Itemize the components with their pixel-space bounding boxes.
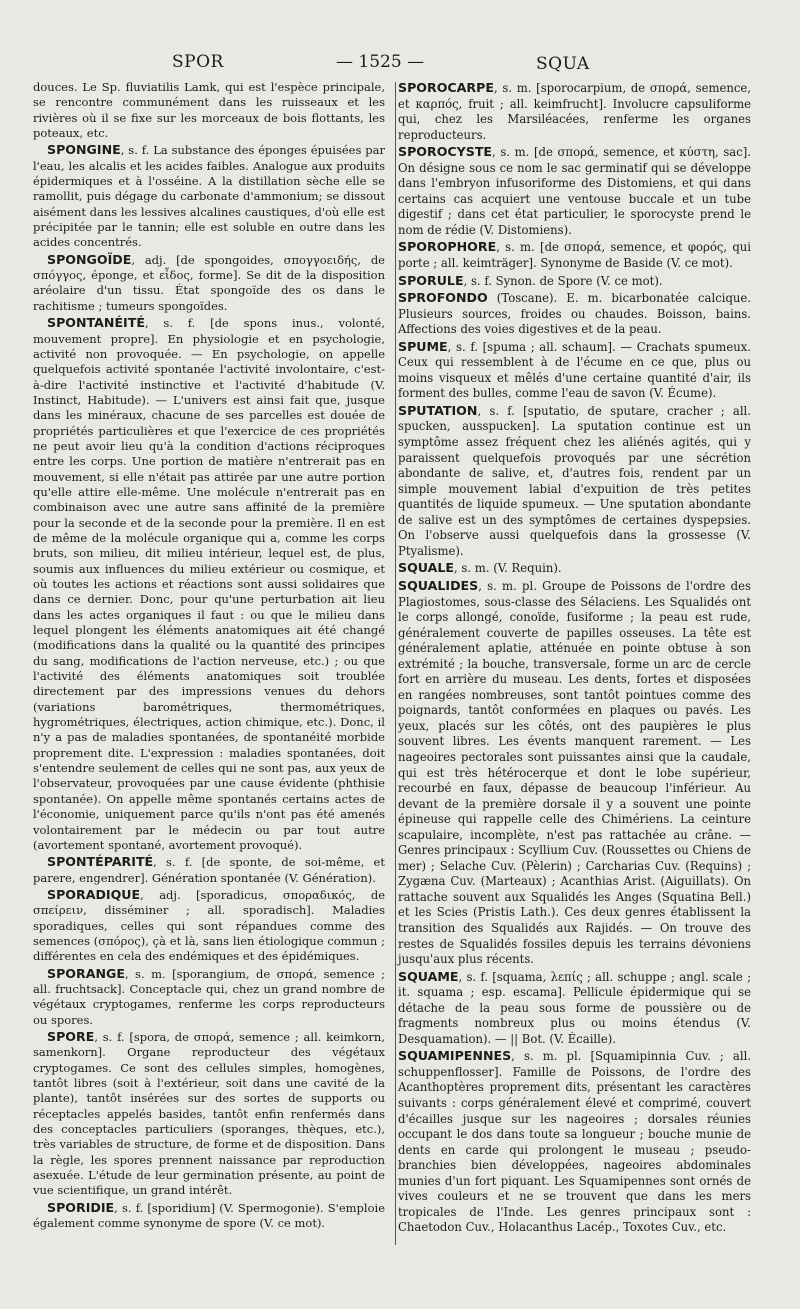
left-column <box>33 80 385 1232</box>
entry-text: douces. Le Sp. fluviatilis Lamk, qui est l'espèce principale, se rencontre communément dans les ruisseaux et les rivières où il se fixe sur les morceaux de bois flottants, les poteaux, etc. <box>33 80 385 141</box>
entry-sporocarpe <box>398 80 751 143</box>
headword: SQUAMIPENNES <box>398 1048 512 1064</box>
headword: SPORADIQUE <box>47 886 141 902</box>
headword: SQUAME <box>398 968 459 984</box>
entry-text: , s. m. [de σπορά, semence, et φορός, qui porte ; all. keimträger]. Synonyme de Baside (V. ce mot). <box>398 240 751 271</box>
entry-text: , s. m. pl. Groupe de Poissons de l'ordre des Plagiostomes, sous-classe des Sélaciens. Les Squalidés ont le corps allongé, conoïde, fusiforme ; la peau est rude, généralement couverte de papilles osseuses. La tête est généralement aplatie, atténuée en pointe obtuse à son extrémité ; la bouche, transversale, forme un arc de cercle fort en arrière du museau. Les dents, fortes et disposées en rangées nombreuses, sont tantôt pointues comme des poignards, tantôt conformées en plaques ou pavés. Les yeux, placés sur les côtés, ont des paupières le plus souvent libres. Les évents manquent rarement. — Les nageoires pectorales sont puissantes ainsi que la caudale, qui est très hétérocerque et dont le lobe supérieur, recourbé en faux, dépasse de beaucoup l'inférieur. Au devant de la première dorsale il y a souvent une pointe épineuse qui rappelle celle des Chimériens. La ceinture scapulaire, incomplète, n'est pas rattachée au crâne. — Genres principaux : Scyllium Cuv. (Roussettes ou Chiens de mer) ; Selache Cuv. (Pèlerin) ; Carcharias Cuv. (Requins) ; Zygæna Cuv. (Marteaux) ; Acanthias Arist. (Aiguillats). On rattache souvent aux Squalidés les Anges (Squatina Bell.) et les Scies (Pristis Lath.). Ces deux genres établissent la transition des Squalidés aux Rajidés. — On trouve des restes de Squalidés fossiles depuis les terrains dévoniens jusqu'aux plus récents. <box>398 578 751 967</box>
entry-text: , s. f. [sporidium] (V. Spermogonie). S'emploie également comme synonyme de spore (V. ce mot). <box>33 1200 385 1231</box>
page-number: — 1525 — <box>336 52 425 72</box>
entry-continuation <box>33 80 385 141</box>
left-guide-word: SPOR <box>172 52 224 72</box>
entry-sporocyste <box>398 144 751 238</box>
column-divider <box>395 82 396 1245</box>
entry-spore <box>33 1029 385 1199</box>
entry-text: (Toscane). E. m. bicarbonatée calcique. Plusieurs sources, froides ou chaudes. Boisson, bains. Affections des voies digestives et de la peau. <box>398 291 751 337</box>
entry-sporadique <box>33 887 385 965</box>
headword: SQUALE <box>398 560 454 576</box>
headword: SPONTÉPARITÉ <box>47 854 154 870</box>
entry-text: , s. m. [de σπορά, semence, et κύστη, sac]. On désigne sous ce nom le sac germinatif qui se développe dans l'embryon infusoriforme des Distomiens, et qui dans certains cas acquiert une ventouse buccale et un tube digestif ; dans cet état particulier, le sporocyste prend le nom de rédie (V. Distomiens). <box>398 145 751 237</box>
headword: SPUTATION <box>398 402 478 418</box>
entry-squalides <box>398 578 751 968</box>
entry-text: , s. f. [sputatio, de sputare, cracher ; all. spucken, ausspucken]. La sputation continue est un symptôme assez fréquent chez les aliénés agités, qui y paraissent quelquefois provoqués par une sécrétion abondante de salive, et, d'autres fois, rendent par un simple mouvement labial d'expuition de très petites quantités de liquide spumeux. — Une sputation abondante de salive est un des symptômes de certaines dyspepsies. On l'observe aussi quelquefois dans la grossesse (V. Ptyalisme). <box>398 403 751 558</box>
running-header <box>0 50 800 82</box>
headword: SPORIDIE <box>47 1199 115 1215</box>
right-guide-word: SQUA <box>536 54 590 74</box>
entry-text: , s. m. pl. [Squamipinnia Cuv. ; all. schuppenflosser]. Famille de Poissons, de l'ordre des Acanthoptères proprement dits, présentant les caractères suivants : corps généralement élevé et comprimé, couvert d'écailles jusque sur les nageoires ; dorsales réunies occupant le dos dans toute sa longueur ; bouche munie de dents en carde qui prolongent le museau ; pseudo-branchies bien développées, nageoires abdominales munies d'un fort piquant. Les Squamipennes sont ornés de vives couleurs et ne se trouvent que dans les mers tropicales de l'Inde. Les genres principaux sont : Chaetodon Cuv., Holacanthus Lacép., Toxotes Cuv., etc. <box>398 1049 751 1235</box>
entry-text: , s. m. [sporocarpium, de σπορά, semence, et καρπός, fruit ; all. keimfrucht]. Involucre capsuliforme qui, chez les Marsiléacées, renferme les organes reproducteurs. <box>398 81 751 142</box>
entry-spume <box>398 339 751 402</box>
entry-text: , s. f. [spora, de σπορά, semence ; all. keimkorn, samenkorn]. Organe reproducteur des végétaux cryptogames. Ce sont des cellules simples, homogènes, tantôt libres (soit à l'extérieur, soit dans une cavité de la plante), tantôt insérées sur des sortes de supports ou réceptacles appelés basides, tantôt enfin renfermés dans des conceptacles particuliers (sporanges, thèques, etc.), très variables de structure, de forme et de disposition. Dans la règle, les spores prennent naissance par reproduction asexuée. L'étude de leur germination présente, au point de vue scientifique, un grand intérêt. <box>33 1029 385 1198</box>
entry-text: , s. m. [sporangium, de σπορά, semence ; all. fruchtsack]. Conceptacle qui, chez un grand nombre de végétaux cryptogames, renferme les corps reproducteurs ou spores. <box>33 966 385 1027</box>
headword: SPORULE <box>398 272 464 288</box>
entry-spongine <box>33 142 385 250</box>
entry-text: , adj. [sporadicus, σποραδικός, de σπείρειν, disséminer ; all. sporadisch]. Maladies sporadiques, celles qui sont répandues comme des semences (σπόρος), çà et là, sans lien étiologique commun ; différentes en cela des endémiques et des épidémiques. <box>33 887 385 964</box>
entry-sporange <box>33 966 385 1028</box>
entry-text: , s. f. [spuma ; all. schaum]. — Crachats spumeux. Ceux qui ressemblent à de l'écume en ce que, plus ou moins visqueux et mêlés d'une certaine quantité d'air, ils forment des bulles, comme l'eau de savon (V. Écume). <box>398 339 751 401</box>
headword: SPONGOÏDE <box>47 251 132 267</box>
headword: SPONTANÉITÉ <box>47 315 145 331</box>
right-column <box>398 80 751 1237</box>
headword: SPROFONDO <box>398 290 488 306</box>
headword: SPONGINE <box>47 142 121 158</box>
entry-sporule <box>398 273 751 290</box>
entry-spongoide <box>33 252 385 314</box>
headword: SPORE <box>47 1028 95 1044</box>
entry-squame <box>398 969 751 1048</box>
entry-text: , s. f. La substance des éponges épuisées par l'eau, les alcalis et les acides faibles. Analogue aux produits épidermiques et à l'osséine. A la distillation sèche elle se ramollit, puis dégage du carbonate d'ammonium; se dissout aisément dans les lessives alcalines caustiques, d'où elle est précipitée par le tannin; elle est soluble en outre dans les acides concentrés. <box>33 143 385 250</box>
entry-text: , s. f. [de spons inus., volonté, mouvement propre]. En physiologie et en psychologie, activité non provoquée. — En psychologie, on appelle quelquefois activité spontanée l'activité involontaire, c'est-à-dire l'activité instinctive et l'activité d'habitude (V. Instinct, Habitude). — L'univers est ainsi fait que, jusque dans les minéraux, chacune de ses parcelles est douée de propriétés particulières et que l'exercice de ces propriétés ne peut avoir lieu qu'à la condition d'actions réciproques entre les corps. Une portion de matière n'entrerait pas en mouvement, si elle n'était pas attirée par une autre portion qu'elle attire elle-même. Une molécule n'entrerait pas en combinaison avec une autre sans affinité de la première pour la seconde et de la seconde pour la première. Il en est de même de la molécule organique qui a, comme les corps bruts, son milieu, dit milieu intérieur, lequel est, de plus, soumis aux influences du milieu extérieur ou cosmique, et où toutes les actions et réactions sont aussi solidaires que dans ce dernier. Donc, pour qu'une perturbation ait lieu dans les actes organiques il faut : ou que le milieu dans lequel plongent les éléments anatomiques ait été changé (modifications dans la qualité ou la quantité des principes du sang, modifications de l'action nerveuse, etc.) ; ou que l'activité des éléments anatomiques soit troublée directement par des impressions venues du dehors (variations barométriques, thermométriques, hygrométriques, électriques, action chimique, etc.). Donc, il n'y a pas de maladies spontanées, de spontanéité morbide proprement dite. L'expression : maladies spontanées, doit s'entendre seulement de celles qui ne sont pas, aux yeux de l'observateur, provoquées par une cause évidente (phthisie spontanée). On appelle même spontanés certains actes de l'économie, uniquement parce qu'ils n'ont pas été amenés volontairement par le médecin ou par tout autre (avortement spontané, avortement provoqué). <box>33 316 385 852</box>
entry-squamipennes <box>398 1048 751 1236</box>
entry-text: , s. f. [squama, λεπίς ; all. schuppe ; angl. scale ; it. squama ; esp. escama]. Pellicule épidermique qui se détache de la peau sous forme de poussière ou de fragments nombreux plus ou moins étendus (V. Desquamation). — || Bot. (V. Écaille). <box>398 969 751 1046</box>
headword: SPOROCYSTE <box>398 144 493 160</box>
headword: SPUME <box>398 338 448 354</box>
entry-text: , s. m. (V. Requin). <box>454 561 562 576</box>
entry-text: , s. f. [de sponte, de soi-même, et parere, engendrer]. Génération spontanée (V. Génération). <box>33 855 385 885</box>
entry-squale <box>398 560 751 577</box>
headword: SPORANGE <box>47 965 125 981</box>
entry-text: , s. f. Synon. de Spore (V. ce mot). <box>463 273 663 288</box>
headword: SPOROPHORE <box>398 239 497 255</box>
headword: SQUALIDES <box>398 577 479 593</box>
entry-sporidie <box>33 1200 385 1232</box>
entry-spontaneite <box>33 315 385 853</box>
entry-sponteparite <box>33 854 385 886</box>
entry-sprofondo <box>398 290 751 338</box>
headword: SPOROCARPE <box>398 80 494 95</box>
entry-text: , adj. [de spongoides, σπογγοειδής, de σπόγγος, éponge, et εἶδος, forme]. Se dit de la disposition aréolaire d'un tissu. État spongoïde des os dans le rachitisme ; tumeurs spongoïdes. <box>33 252 385 313</box>
entry-sputation <box>398 403 751 559</box>
entry-sporophore <box>398 239 751 271</box>
